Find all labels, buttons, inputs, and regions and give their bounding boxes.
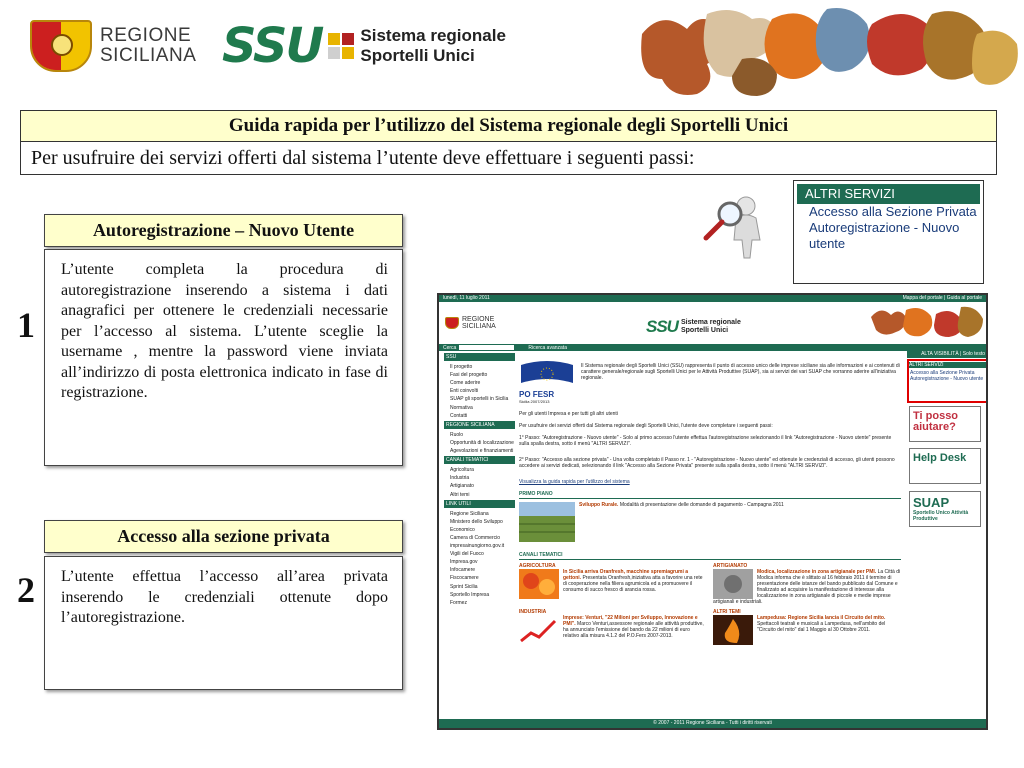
site-intro-text: Il Sistema regionale degli Sportelli Unici (SSU) rappresenta il punto di accesso unico delle imprese siciliane sia alle informazioni e ai contenuti di carattere generale/regionale sugli Sportelli Unici per le Attività Produttive (SUAP), sia ai servizi dei vari SUAP che vorranno aderire all'iniziativa regionale. — [581, 363, 900, 381]
site-topbar — [439, 295, 986, 302]
menu-item[interactable]: Formez — [450, 599, 467, 606]
menu-item[interactable]: Enti coinvolti — [450, 388, 479, 395]
guide-title: Guida rapida per l’utilizzo del Sistema regionale degli Sportelli Unici — [20, 110, 997, 142]
eu-flag-icon — [519, 359, 575, 389]
site-step-1: 1° Passo: "Autoregistrazione - Nuovo utente" - Solo al primo accesso l'utente effettua l'autoregistrazione selezionando il link "Autoregistrazione - Nuovo utente" presente sulla spalla destra, sotto il menù "ALTRI SERVIZI". — [519, 435, 892, 447]
regione-siciliana-logo — [30, 20, 196, 72]
link-autoregistrazione[interactable]: Autoregistrazione - Nuovo utente — [809, 220, 960, 251]
menu-item[interactable]: Altri temi — [450, 491, 470, 498]
menu-item[interactable]: Impresa.gov — [450, 559, 478, 566]
menu-item[interactable]: Fiscocamere — [450, 575, 479, 582]
site-puzzle-image — [866, 302, 986, 344]
menu-item[interactable]: Industria — [450, 475, 470, 482]
site-region-logo: REGIONE SICILIANA — [445, 316, 496, 330]
puzzle-collage-image — [632, 4, 1024, 96]
news-item: ALTRI TEMI Lampedusa: Regione Sicilia lancia il Circuito del mito. Spettacoli teatrali e musicali a Lampedusa, nell'ambito del "Circuito del mito" dal 1 Maggio al 30 Ottobre 2011. — [713, 609, 901, 645]
menu-heading: CANALI TEMATICI — [444, 456, 515, 464]
suap-button[interactable]: SUAP Sportello Unico Attività Produttive — [909, 491, 981, 527]
ssu-title: Sistema regionale Sportelli Unici — [360, 26, 506, 65]
menu-item[interactable]: Contatti — [450, 412, 468, 419]
menu-item[interactable]: Vigili del Fuoco — [450, 551, 484, 558]
menu-item[interactable]: Fasi del progetto — [450, 372, 488, 379]
menu-item[interactable]: SUAP gli sportelli in Sicilia — [450, 396, 509, 403]
trinacria-shield-icon — [445, 317, 459, 329]
region-name: REGIONE SICILIANA — [100, 25, 197, 66]
advanced-search-link[interactable]: Ricerca avanzata — [528, 344, 567, 351]
primo-piano-heading: PRIMO PIANO — [519, 491, 553, 497]
help-desk-button[interactable]: Help Desk — [909, 448, 981, 484]
menu-heading: SSU — [444, 353, 515, 361]
step-1-number: 1 — [17, 305, 35, 345]
site-altri-heading: ALTRI SERVIZI — [907, 362, 987, 368]
search-label: Cerca — [443, 344, 457, 351]
menu-item[interactable]: Normativa — [450, 404, 473, 411]
canali-tematici-heading: CANALI TEMATICI — [519, 552, 563, 558]
step-2-title: Accesso alla sezione privata — [44, 520, 403, 553]
menu-item[interactable]: Sprint Sicilia — [450, 583, 478, 590]
step-1-description: L’utente completa la procedura di autoregistrazione inserendo a sistema i dati anagrafici per ottenere le credenziali necessarie per l’accesso al sistema. L’utente sceglie la username , mentre la password viene inviata all’indirizzo di posta elettronica indicato in fase di registrazione. — [44, 249, 403, 466]
step-2-description: L’utente effettua l’accesso all’area privata inserendo le credenziali ottenute dopo l’autoregistrazione. — [44, 556, 403, 690]
menu-item[interactable]: Come aderire — [450, 380, 481, 387]
altri-servizi-zoom-panel — [793, 180, 984, 284]
site-link-accesso[interactable]: Accesso alla Sezione Privata — [910, 370, 975, 376]
site-top-links[interactable]: Mappa del portale | Guida al portale — [902, 295, 982, 301]
ssu-squares-icon — [328, 33, 354, 59]
guide-link[interactable]: Visualizza la guida rapida per l'utilizzo del sistema — [519, 479, 630, 485]
menu-heading: LINK UTILI — [444, 500, 515, 508]
fire-image — [713, 615, 753, 645]
step-1-title: Autoregistrazione – Nuovo Utente — [44, 214, 403, 247]
menu-item[interactable]: Agricoltura — [450, 467, 474, 474]
site-link-autoregistrazione[interactable]: Autoregistrazione - Nuovo utente — [910, 376, 984, 382]
gears-image — [713, 569, 753, 599]
for-users-text: Per usufruire dei servizi offerti dal Sistema regionale degli Sportelli Unici, l'utente deve completare i seguenti passi: — [519, 423, 773, 429]
link-accesso-sezione-privata[interactable]: Accesso alla Sezione Privata — [809, 204, 977, 219]
menu-item[interactable]: impresainungiorno.gov.it — [450, 543, 505, 550]
menu-item[interactable]: Camera di Commercio — [450, 534, 501, 541]
magnifier-person-icon — [700, 188, 772, 260]
vineyard-image — [519, 502, 575, 542]
menu-item[interactable]: Il progetto — [450, 364, 473, 371]
menu-item[interactable]: Ruolo — [450, 431, 464, 438]
menu-item[interactable]: Agevolazioni e finanziamenti — [450, 448, 514, 455]
news-item: INDUSTRIA Imprese: Venturi, "22 Milioni per Sviluppo, Innovazione e PMI". Marco Venturi,assessore regionale alle attività produttive, ha annunciato l'emissione del bando da 22 milioni di euro relativo alla misura 4.1.2 del P.O.Fers 2007-2013. — [519, 609, 707, 645]
news-item: AGRICOLTURA In Sicilia arriva Oranfresh, macchine spremiagrumi a gettoni. Presentata Oranfresh,iniziativa atta a favorire una rete di cooperazione nella filiera agrumicola ed a promuovere il consumo di succo fresco di arancia rossa. — [519, 563, 707, 605]
help-button[interactable]: Ti posso aiutare? — [909, 406, 981, 442]
news-item: ARTIGIANATO Modica, localizzazione in zona artigianale per PMI. La Città di Modica informa che è slittato al 16 febbraio 2011 il termine di presentazione delle istanze del bando pubblicato dal Comune e finalizzato ad acquisire la manifestazione di interesse alla localizzazione in zona artigianale di piccole e medie imprese artigianali e industriali. — [713, 563, 901, 605]
primo-piano-title[interactable]: Sviluppo Rurale. — [579, 502, 619, 508]
search-input[interactable] — [459, 345, 514, 350]
trinacria-shield-icon — [30, 20, 92, 72]
menu-item[interactable]: Ministero dello Sviluppo Economico — [450, 518, 503, 533]
visibility-links[interactable]: ALTA VISIBILITÀ | Solo testo — [907, 350, 987, 358]
po-fesr-logo: PO FESR Sicilia 2007/2013 — [519, 359, 575, 403]
for-users-heading: Per gli utenti Impresa e per tutti gli altri utenti — [519, 411, 618, 417]
growth-chart-image — [519, 615, 559, 645]
menu-item[interactable]: Infocamere — [450, 567, 476, 574]
site-main-content — [519, 359, 901, 645]
site-header — [439, 302, 986, 344]
portal-screenshot — [437, 293, 988, 730]
menu-item[interactable]: Regione Siciliana — [450, 510, 489, 517]
menu-heading: REGIONE SICILIANA — [444, 421, 515, 429]
menu-item[interactable]: Opportunità di localizzazione — [450, 439, 514, 446]
ssu-logo-letters: SSU — [222, 18, 323, 74]
site-ssu-logo: SSU Sistema regionale Sportelli Unici — [646, 317, 741, 336]
oranges-image — [519, 569, 559, 599]
altri-servizi-heading: ALTRI SERVIZI — [797, 184, 980, 204]
site-step-2: 2° Passo: "Accesso alla sezione privata" - Una volta completato il Passo nr. 1 - "Autoregistrazione - Nuovo utente" ed ottenute le credenziali di accesso, gli utenti possono accedere ai servizi dedicati, selezionando il link "Accesso alla Sezione Privata" presente sulla spalla destra, sotto il menù "ALTRI SERVIZI". — [519, 457, 895, 469]
guide-subtitle: Per usufruire dei servizi offerti dal sistema l’utente deve effettuare i seguenti passi: — [20, 142, 997, 175]
site-footer: © 2007 - 2011 Regione Siciliana - Tutti i diritti riservati — [439, 719, 986, 728]
site-left-menu — [444, 352, 515, 607]
step-2-number: 2 — [17, 570, 35, 610]
highlight-frame — [907, 359, 988, 403]
primo-piano-text: Modalità di presentazione delle domande di pagamento - Campagna 2011 — [619, 502, 784, 508]
site-search-bar — [439, 344, 986, 351]
menu-item[interactable]: Artigianato — [450, 483, 474, 490]
menu-item[interactable]: Sportello Impresa — [450, 591, 490, 598]
ssu-logo — [222, 18, 506, 74]
site-date: lunedì, 11 luglio 2011 — [443, 295, 490, 301]
